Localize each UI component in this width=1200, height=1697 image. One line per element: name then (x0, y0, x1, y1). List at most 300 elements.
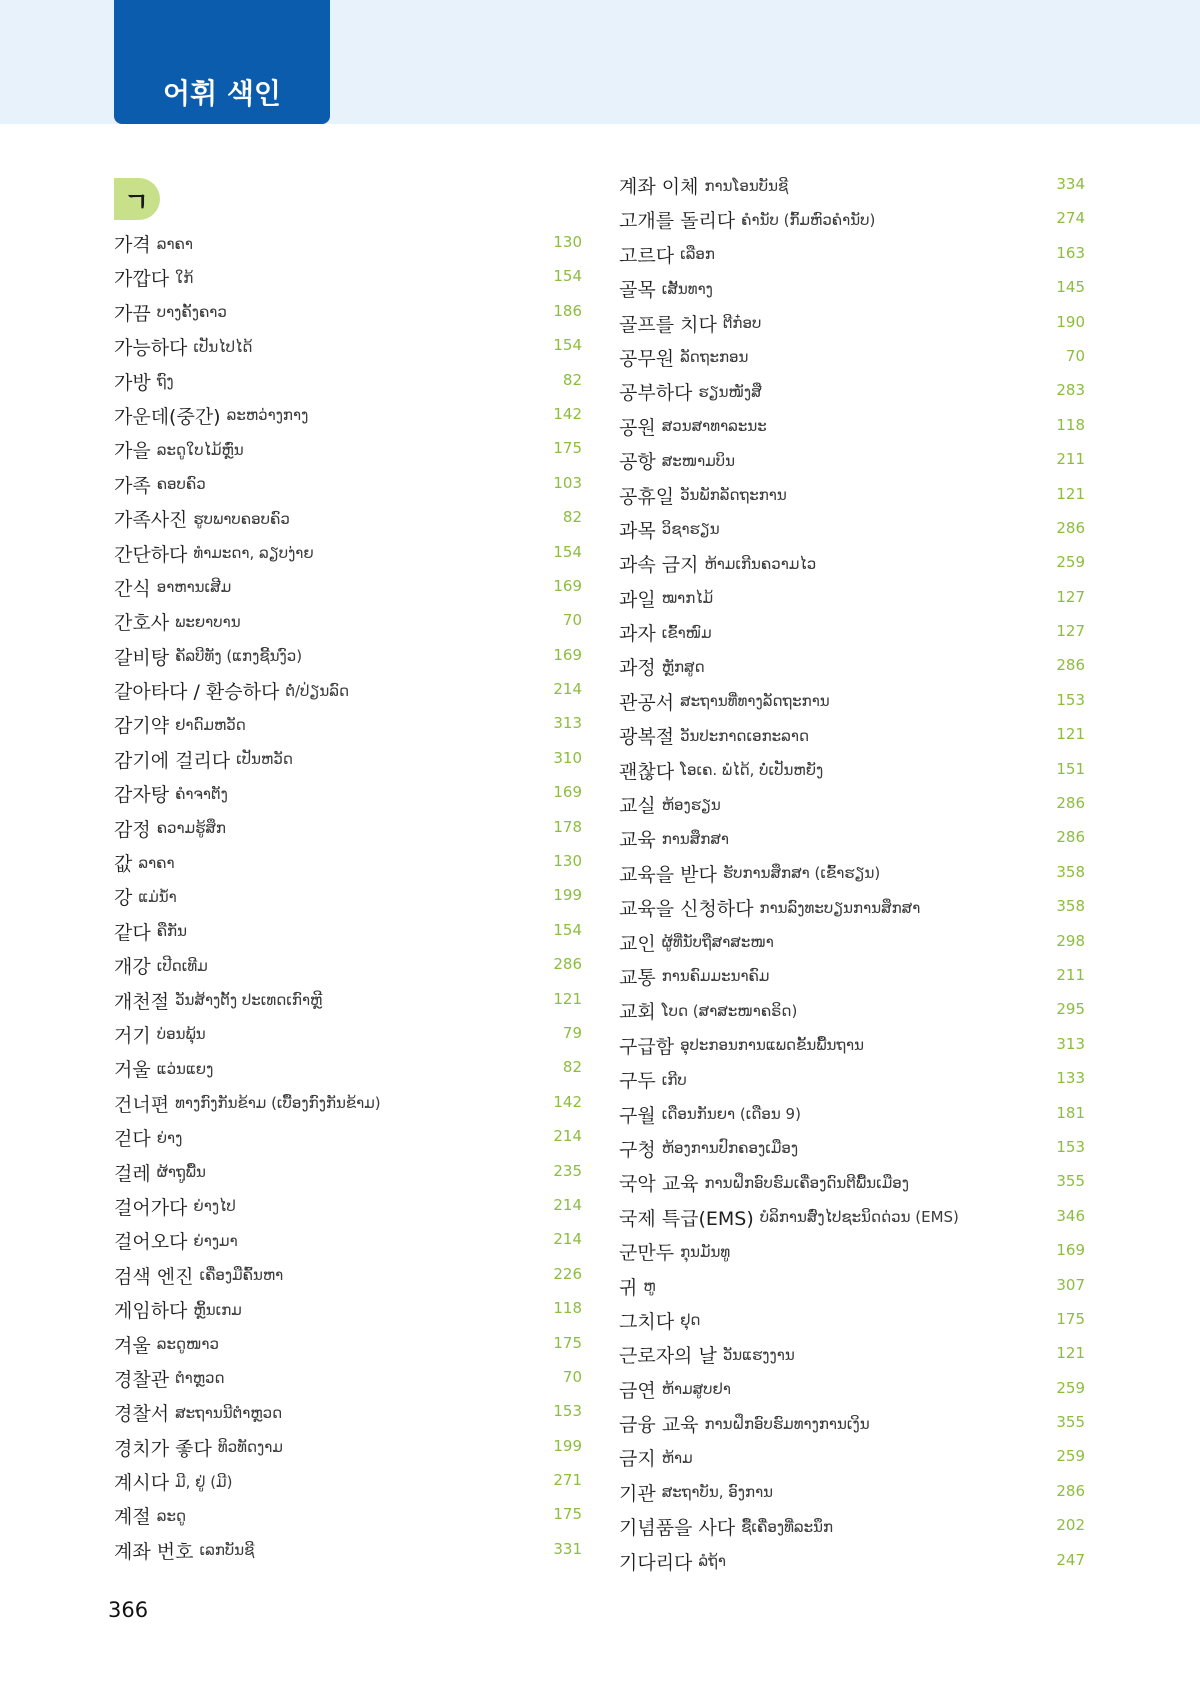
entry-page: 286 (1056, 794, 1085, 813)
entry-lao: ສວນສາທາລະນະ (661, 417, 767, 436)
entry-korean: 건너편 (114, 1093, 170, 1116)
entry-korean: 갈아타다 / 환승하다 (114, 681, 280, 704)
entry-page: 214 (553, 680, 582, 699)
entry-lao: ເປີດເທີມ (156, 956, 208, 975)
entry-lao: ໃກ້ (175, 268, 194, 287)
entry-lao: ຢຸດ (680, 1311, 701, 1330)
entry-korean: 검색 엔진 (114, 1265, 194, 1288)
entry-korean: 가격 (114, 234, 151, 256)
entry-page: 169 (1056, 1241, 1085, 1260)
entry-lao: ວັນແຮງງານ (722, 1345, 795, 1364)
entry-lao: ຜ້າຖູພື້ນ (156, 1163, 206, 1182)
entry-lao: ຮຽນໜັງສື (698, 382, 762, 401)
entry-korean: 간식 (114, 577, 151, 600)
entry-lao: ວິຊາຮຽນ (661, 520, 720, 539)
index-entry (619, 585, 1085, 619)
entry-page: 286 (553, 955, 582, 974)
entry-page: 153 (553, 1402, 582, 1421)
index-entry (114, 1399, 582, 1433)
entry-page: 181 (1056, 1103, 1085, 1122)
entry-korean: 과정 (619, 657, 656, 680)
entry-lao: ລະຫວ່າງກາງ (226, 406, 309, 425)
entry-korean: 거울 (114, 1059, 151, 1082)
entry-page: 130 (553, 852, 582, 871)
entry-lao: ລະດູ (156, 1506, 186, 1525)
entry-lao: ການຄົມມະນາຄົມ (661, 967, 770, 986)
entry-lao: ວັນພັກລັດຖະການ (680, 486, 787, 505)
entry-page: 175 (1056, 1309, 1085, 1328)
entry-page: 355 (1056, 1413, 1085, 1432)
entry-page: 175 (553, 1333, 582, 1352)
index-entry (619, 1032, 1085, 1066)
entry-lao: ຮັບການສຶກສາ (ເຂົ້າຮຽນ) (722, 864, 881, 883)
entry-page: 145 (1056, 278, 1085, 297)
entry-korean: 계좌 이체 (619, 176, 699, 198)
entry-page: 175 (553, 439, 582, 458)
index-entry (114, 1331, 582, 1365)
entry-lao: ຄວາມຮູ້ສຶກ (156, 819, 226, 838)
section-title-tab (114, 0, 330, 124)
entry-lao: ຢາດົມຫວັດ (175, 715, 246, 734)
index-entry (619, 1376, 1085, 1410)
index-entry (619, 1410, 1085, 1444)
entry-page: 313 (1056, 1034, 1085, 1053)
index-entry (619, 1169, 1085, 1203)
entry-korean: 금연 (619, 1379, 656, 1402)
entry-korean: 금융 교육 (619, 1414, 699, 1437)
entry-page: 286 (1056, 518, 1085, 537)
entry-page: 178 (553, 817, 582, 836)
entry-page: 142 (553, 1092, 582, 1111)
index-entry (619, 378, 1085, 412)
entry-page: 355 (1056, 1172, 1085, 1191)
entry-lao: ເລກບັນຊີ (199, 1541, 255, 1560)
entry-page: 154 (553, 267, 582, 286)
index-entry (619, 997, 1085, 1031)
entry-lao: ລາຄາ (138, 853, 175, 872)
entry-page: 121 (553, 989, 582, 1008)
entry-lao: ຮູບພາບຄອບຄົວ (193, 509, 290, 528)
entry-page: 82 (562, 1058, 582, 1077)
entry-korean: 개천절 (114, 990, 170, 1013)
entry-page: 169 (553, 576, 582, 595)
entry-lao: ໂອເຄ. ພໍໄດ້, ບໍ່ເປັນຫຍັງ (680, 761, 824, 780)
entry-lao: ຕີກ໋ອບ (722, 314, 762, 333)
entry-lao: ຫ້າມ (661, 1448, 693, 1467)
entry-korean: 구월 (619, 1104, 656, 1127)
index-entry (619, 344, 1085, 378)
entry-lao: ຫ້າມສູບຢາ (661, 1380, 731, 1399)
index-entry (114, 436, 582, 470)
index-entry (114, 815, 582, 849)
index-column-left (114, 230, 582, 1571)
entry-lao: ເຂົ້າໜົມ (661, 623, 712, 642)
entry-page: 130 (553, 233, 582, 251)
entry-korean: 공부하다 (619, 382, 693, 405)
entry-page: 295 (1056, 1000, 1085, 1019)
entry-korean: 교육을 신청하다 (619, 898, 754, 921)
entry-page: 199 (553, 886, 582, 905)
entry-korean: 골목 (619, 279, 656, 302)
entry-lao: ຫູ (643, 1277, 656, 1295)
index-entry (619, 791, 1085, 825)
index-entry (619, 482, 1085, 516)
index-entry (114, 540, 582, 574)
entry-korean: 걷다 (114, 1128, 151, 1151)
entry-page: 226 (553, 1264, 582, 1283)
entry-lao: ໝາກໄມ້ (661, 589, 714, 608)
index-entry (114, 952, 582, 986)
entry-page: 298 (1056, 931, 1085, 950)
index-entry (619, 1548, 1085, 1582)
entry-lao: ວັນປະກາດເອກະລາດ (680, 726, 809, 745)
entry-korean: 가족 (114, 474, 151, 497)
index-entry (114, 1502, 582, 1536)
entry-page: 103 (553, 473, 582, 492)
index-entry (114, 1468, 582, 1502)
entry-korean: 과자 (619, 623, 656, 646)
index-entry (619, 550, 1085, 584)
index-entry (114, 1365, 582, 1399)
entry-lao: ຍ່າງມາ (193, 1231, 238, 1250)
entry-lao: ແວ່ນແຍງ (156, 1059, 214, 1078)
entry-lao: ຄອບຄົວ (156, 475, 206, 494)
entry-lao: ລາຄາ (156, 234, 193, 253)
entry-page: 235 (553, 1161, 582, 1180)
entry-page: 358 (1056, 897, 1085, 916)
entry-lao: ອາຫານເສີມ (156, 578, 232, 597)
entry-lao: ທາງກົງກັນຂ້າມ (ເບື້ອງກົງກັນຂ້າມ) (175, 1094, 381, 1113)
entry-korean: 교육 (619, 829, 656, 852)
entry-korean: 근로자의 날 (619, 1345, 717, 1368)
entry-page: 70 (562, 611, 582, 630)
entry-lao: ແມ່ນ້ຳ (138, 887, 177, 906)
page-number: 366 (108, 1598, 149, 1622)
index-entry (619, 172, 1085, 206)
index-entry (619, 413, 1085, 447)
entry-lao: ສະຖານທີ່ທາງລັດຖະການ (680, 692, 830, 711)
entry-page: 79 (562, 1023, 582, 1042)
entry-page: 121 (1056, 484, 1085, 503)
index-entry (619, 275, 1085, 309)
entry-lao: ຄຳນັບ (ກົ້ມຫົວຄຳນັບ) (741, 210, 876, 229)
entry-page: 153 (1056, 1137, 1085, 1156)
index-entry (619, 1444, 1085, 1478)
index-entry (619, 894, 1085, 928)
entry-korean: 감자탕 (114, 784, 170, 807)
index-entry (114, 299, 582, 333)
entry-page: 121 (1056, 1344, 1085, 1363)
entry-korean: 금지 (619, 1448, 656, 1471)
entry-page: 186 (553, 301, 582, 320)
index-entry (619, 1307, 1085, 1341)
index-entry (114, 643, 582, 677)
entry-page: 331 (553, 1539, 582, 1558)
entry-lao: ການຝຶກອົບຮົມທາງການເງິນ (704, 1414, 870, 1433)
entry-page: 313 (553, 714, 582, 733)
entry-korean: 감정 (114, 818, 151, 841)
entry-lao: ບາງຄັ້ງຄາວ (156, 303, 227, 322)
entry-page: 175 (553, 1505, 582, 1524)
entry-lao: ຫ້ອງຮຽນ (661, 795, 721, 814)
entry-page: 247 (1056, 1550, 1085, 1569)
entry-korean: 구두 (619, 1070, 656, 1093)
entry-lao: ສະໜາມບິນ (661, 451, 736, 470)
entry-lao: ຕຳຫຼວດ (175, 1369, 225, 1388)
index-entry (619, 757, 1085, 791)
entry-korean: 가을 (114, 440, 151, 463)
index-entry (114, 230, 582, 264)
index-entry (619, 825, 1085, 859)
index-entry (114, 402, 582, 436)
entry-korean: 광복절 (619, 726, 675, 749)
entry-lao: ພະຍາບານ (175, 612, 241, 631)
entry-page: 163 (1056, 243, 1085, 262)
index-entry (114, 1021, 582, 1055)
index-entry (114, 505, 582, 539)
entry-korean: 교실 (619, 795, 656, 818)
entry-korean: 가능하다 (114, 337, 188, 360)
entry-lao: ຍ່າງ (156, 1128, 183, 1147)
entry-korean: 괜찮다 (619, 760, 675, 783)
index-entry (619, 241, 1085, 275)
entry-korean: 가방 (114, 371, 151, 394)
entry-page: 346 (1056, 1206, 1085, 1225)
entry-korean: 기다리다 (619, 1551, 693, 1574)
entry-page: 214 (553, 1127, 582, 1146)
entry-lao: ບ່ອນພຸ້ນ (156, 1025, 206, 1044)
entry-korean: 국악 교육 (619, 1173, 699, 1196)
index-entry (619, 619, 1085, 653)
entry-lao: ເລືອກ (680, 245, 715, 264)
index-entry (619, 722, 1085, 756)
index-entry (114, 1055, 582, 1089)
entry-lao: ຫ້າມເກີນຄວາມໄວ (704, 554, 817, 573)
entry-korean: 구급함 (619, 1035, 675, 1058)
entry-page: 151 (1056, 759, 1085, 778)
index-entry (619, 1513, 1085, 1547)
entry-korean: 강 (114, 887, 133, 910)
entry-korean: 게임하다 (114, 1300, 188, 1323)
entry-lao: ລັດຖະກອນ (680, 348, 749, 367)
entry-korean: 경치가 좋다 (114, 1437, 212, 1460)
index-entry (114, 987, 582, 1021)
index-entry (114, 1227, 582, 1261)
entry-lao: ການຝຶກອົບຮົມເຄື່ອງດົນຕີພື້ນເມືອງ (704, 1173, 909, 1192)
index-entry (619, 1273, 1085, 1307)
entry-lao: ຫຼິ້ນເກມ (193, 1300, 242, 1319)
entry-korean: 교통 (619, 966, 656, 989)
entry-lao: ໂບດ (ສາສະໜາຄຣິດ) (661, 1001, 798, 1020)
entry-lao: ເສັ້ນທາງ (661, 279, 713, 298)
entry-korean: 과속 금지 (619, 554, 699, 577)
entry-page: 286 (1056, 656, 1085, 675)
entry-lao: ຄືກັນ (156, 922, 187, 941)
entry-lao: ເປັນຫວັດ (236, 750, 293, 769)
index-entry (114, 1262, 582, 1296)
entry-lao: ຄັລບີທັງ (ແກງຊີ້ນງົວ) (175, 647, 303, 666)
entry-lao: ທິວທັດງາມ (217, 1438, 283, 1457)
section-letter-badge (114, 178, 160, 220)
entry-korean: 공원 (619, 416, 656, 439)
index-entry (619, 1066, 1085, 1100)
entry-page: 70 (1065, 346, 1085, 365)
index-entry (114, 608, 582, 642)
entry-korean: 관공서 (619, 691, 675, 714)
entry-korean: 경찰서 (114, 1403, 170, 1426)
entry-korean: 그치다 (619, 1310, 675, 1333)
index-entry (114, 780, 582, 814)
entry-korean: 걸어가다 (114, 1196, 188, 1219)
entry-lao: ຜູ້ທີ່ນັບຖືສາສະໜາ (661, 933, 774, 952)
entry-lao: ເດືອນກັນຍາ (ເດືອນ 9) (661, 1105, 801, 1124)
entry-page: 271 (553, 1471, 582, 1490)
entry-lao: ກຸນມັນທູ (680, 1242, 731, 1261)
entry-page: 190 (1056, 312, 1085, 331)
entry-page: 307 (1056, 1275, 1085, 1294)
entry-korean: 공항 (619, 451, 656, 474)
entry-page: 199 (553, 1436, 582, 1455)
entry-lao: ຫ້ອງການປົກຄອງເມືອງ (661, 1139, 799, 1158)
entry-korean: 구청 (619, 1138, 656, 1161)
index-entry (114, 918, 582, 952)
entry-page: 334 (1056, 175, 1085, 193)
index-entry (114, 1090, 582, 1124)
entry-korean: 간단하다 (114, 543, 188, 566)
entry-korean: 계절 (114, 1506, 151, 1529)
entry-lao: ມີ, ຢູ່ (ມີ) (175, 1472, 233, 1491)
entry-lao: ອຸປະກອນການແພດຂັ້ນພື້ນຖານ (680, 1036, 865, 1055)
index-entry (114, 746, 582, 780)
entry-lao: ວັນສ້າງຕັ້ງ ປະເທດເກົາຫຼີ (175, 991, 323, 1010)
entry-page: 358 (1056, 862, 1085, 881)
index-entry (619, 310, 1085, 344)
entry-korean: 교인 (619, 932, 656, 955)
entry-page: 121 (1056, 725, 1085, 744)
entry-korean: 계시다 (114, 1472, 170, 1495)
entry-lao: ການລົງທະບຽນການສຶກສາ (759, 898, 921, 917)
index-entry (619, 1238, 1085, 1272)
entry-lao: ການໂອນບັນຊີ (704, 176, 789, 195)
entry-korean: 걸어오다 (114, 1231, 188, 1254)
entry-page: 154 (553, 336, 582, 355)
index-entry (114, 677, 582, 711)
entry-page: 310 (553, 748, 582, 767)
entry-korean: 과일 (619, 588, 656, 611)
index-entry (114, 1296, 582, 1330)
entry-korean: 공휴일 (619, 485, 675, 508)
entry-korean: 계좌 번호 (114, 1540, 194, 1563)
entry-lao: ຍ່າງໄປ (193, 1197, 236, 1216)
index-entry (114, 368, 582, 402)
entry-korean: 군만두 (619, 1242, 675, 1265)
entry-lao: ລໍຖ້າ (698, 1552, 726, 1571)
entry-korean: 가끔 (114, 302, 151, 325)
entry-korean: 거기 (114, 1024, 151, 1047)
index-entry (619, 688, 1085, 722)
entry-lao: ສະຖານນີຕຳຫຼວດ (175, 1403, 283, 1422)
entry-korean: 값 (114, 853, 133, 876)
entry-page: 169 (553, 783, 582, 802)
entry-lao: ສະຖາບັນ, ອົງການ (661, 1483, 774, 1502)
index-entry (114, 1434, 582, 1468)
index-entry (619, 1101, 1085, 1135)
index-entry (114, 883, 582, 917)
entry-page: 154 (553, 542, 582, 561)
entry-korean: 겨울 (114, 1334, 151, 1357)
entry-page: 202 (1056, 1516, 1085, 1535)
index-entry (114, 711, 582, 745)
entry-lao: ເຄື່ອງມືຄົ້ນຫາ (199, 1266, 284, 1285)
entry-page: 214 (553, 1230, 582, 1249)
index-entry (619, 653, 1085, 687)
index-entry (619, 860, 1085, 894)
entry-page: 286 (1056, 828, 1085, 847)
entry-lao: ເປັນໄປໄດ້ (193, 337, 253, 356)
index-entry (619, 206, 1085, 240)
entry-lao: ຄຳຈາຕັງ (175, 784, 228, 803)
index-entry (114, 1159, 582, 1193)
entry-lao: ບໍລິການສົ່ງໄປຊະນິດດ່ວນ (EMS) (759, 1208, 959, 1227)
entry-korean: 걸레 (114, 1162, 151, 1185)
section-letter: ㄱ (124, 188, 150, 218)
entry-lao: ຖົງ (156, 372, 174, 391)
index-entry (114, 574, 582, 608)
entry-page: 127 (1056, 587, 1085, 606)
entry-page: 70 (562, 1367, 582, 1386)
entry-korean: 감기약 (114, 715, 170, 738)
index-entry (619, 1341, 1085, 1375)
entry-korean: 국제 특급(EMS) (619, 1207, 754, 1230)
index-entry (619, 1479, 1085, 1513)
index-entry (619, 447, 1085, 481)
entry-korean: 기념품을 사다 (619, 1517, 736, 1540)
entry-korean: 교육을 받다 (619, 863, 717, 886)
entry-page: 127 (1056, 622, 1085, 641)
index-entry (114, 1537, 582, 1571)
entry-page: 118 (553, 1299, 582, 1318)
entry-page: 169 (553, 645, 582, 664)
entry-lao: ຫຼັກສູດ (661, 657, 705, 676)
entry-korean: 귀 (619, 1276, 638, 1299)
entry-page: 286 (1056, 1481, 1085, 1500)
entry-korean: 과목 (619, 519, 656, 542)
entry-lao: ຊື້ເຄື່ອງທີ່ລະນຶກ (741, 1517, 834, 1536)
entry-page: 211 (1056, 965, 1085, 984)
entry-page: 259 (1056, 1447, 1085, 1466)
entry-korean: 골프를 치다 (619, 313, 717, 336)
entry-korean: 개강 (114, 956, 151, 979)
entry-lao: ລະດູໃບໄມ້ຫຼົ່ນ (156, 440, 244, 459)
index-column-right (619, 172, 1085, 1582)
index-entry (619, 1135, 1085, 1169)
entry-page: 154 (553, 920, 582, 939)
page-title: 어휘 색인 (163, 77, 281, 110)
entry-korean: 가족사진 (114, 509, 188, 532)
entry-page: 259 (1056, 1378, 1085, 1397)
entry-page: 82 (562, 508, 582, 527)
entry-korean: 갈비탕 (114, 646, 170, 669)
index-entry (619, 1204, 1085, 1238)
index-entry (619, 963, 1085, 997)
entry-korean: 고개를 돌리다 (619, 210, 736, 233)
entry-korean: 경찰관 (114, 1368, 170, 1391)
index-entry (114, 849, 582, 883)
index-entry (619, 516, 1085, 550)
entry-korean: 가깝다 (114, 268, 170, 291)
index-entry (114, 333, 582, 367)
index-entry (114, 1124, 582, 1158)
